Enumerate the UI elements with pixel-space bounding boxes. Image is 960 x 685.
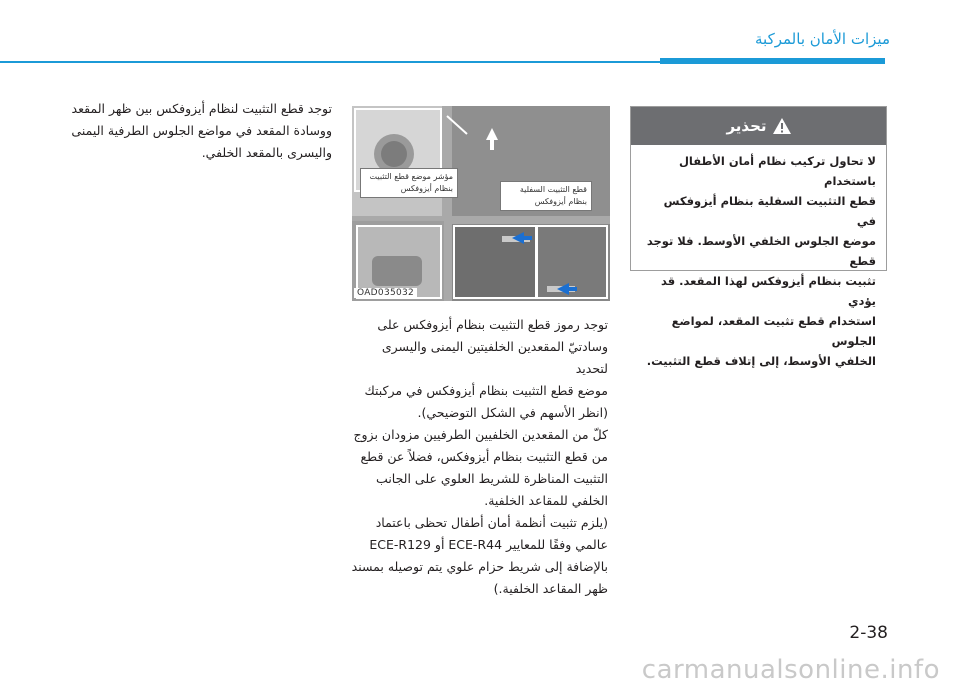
watermark: carmanualsonline.info <box>641 655 940 685</box>
callout-line: مؤشر موضع قطع التثبيت <box>369 172 453 181</box>
warning-line: لا تحاول تركيب نظام أمان الأطفال باستخدام <box>678 154 876 188</box>
body-line: موضع قطع التثبيت بنظام أيزوفكس في مركبتك <box>364 383 608 398</box>
warning-line: الخلفي الأوسط، إلى إتلاف قطع التثبيت. <box>646 354 876 368</box>
callout-isofix-lower-anchors <box>500 181 592 211</box>
warning-text <box>631 145 886 371</box>
chapter-title: ميزات الأمان بالمركبة <box>755 30 890 48</box>
header-accent-bar <box>660 58 885 64</box>
body-line: بالإضافة إلى شريط حزام علوي يتم توصيله بمسند <box>351 559 608 574</box>
body-line: (يلزم تثبيت أنظمة أمان أطفال تحظى باعتماد <box>375 515 608 530</box>
intro-line: توجد قطع التثبيت لنظام أيزوفكس بين ظهر المقعد <box>71 101 332 116</box>
warning-line: قطع التثبيت السفلية بنظام أيزوفكس في <box>663 194 876 228</box>
warning-title: تحذير <box>726 117 767 135</box>
warning-header <box>631 107 886 145</box>
body-line: عالمي وفقًا للمعايير ECE-R44 أو ECE-R129 <box>369 537 608 552</box>
body-line: وسادتيّ المقعدين الخلفيتين اليمنى واليسرى لتحديد <box>381 339 608 376</box>
body-line: من قطع التثبيت بنظام أيزوفكس، فضلاً عن قطع <box>360 449 608 464</box>
figure-code: OAD035032 <box>354 288 417 298</box>
page-number: 2-38 <box>849 623 888 643</box>
body-line: الخلفي للمقاعد الخلفية. <box>484 493 608 508</box>
callout-isofix-position-indicator <box>360 168 458 198</box>
body-line: كلّ من المقعدين الخلفيين الطرفيين مزودان بزوج <box>353 427 608 442</box>
warning-line: موضع الجلوس الخلفي الأوسط. فلا توجد قطع <box>646 234 876 268</box>
body-line: التثبيت المناظرة للشريط العلوي على الجانب <box>376 471 608 486</box>
warning-line: تثبيت بنظام أيزوفكس لهذا المقعد. قد يؤدي <box>660 274 876 308</box>
body-line: ظهر المقاعد الخلفية.) <box>493 581 608 596</box>
body-line: (انظر الأسهم في الشكل التوضيحي). <box>417 405 608 420</box>
callout-line: بنظام أيزوفكس <box>534 197 587 206</box>
body-paragraph <box>346 314 608 600</box>
callout-line: بنظام أيزوفكس <box>400 184 453 193</box>
body-line: توجد رموز قطع التثبيت بنظام أيزوفكس على <box>377 317 608 332</box>
intro-paragraph <box>12 98 332 164</box>
intro-line: واليسرى بالمقعد الخلفي. <box>201 145 332 160</box>
isofix-seat-photo <box>352 106 610 301</box>
warning-triangle-icon <box>773 118 791 134</box>
intro-line: ووسادة المقعد في مواضع الجلوس الطرفية اليمنى <box>71 123 332 138</box>
callout-line: قطع التثبيت السفلية <box>519 185 587 194</box>
warning-line: استخدام قطع تثبيت المقعد، لمواضع الجلوس <box>671 314 876 348</box>
warning-box <box>630 106 887 368</box>
